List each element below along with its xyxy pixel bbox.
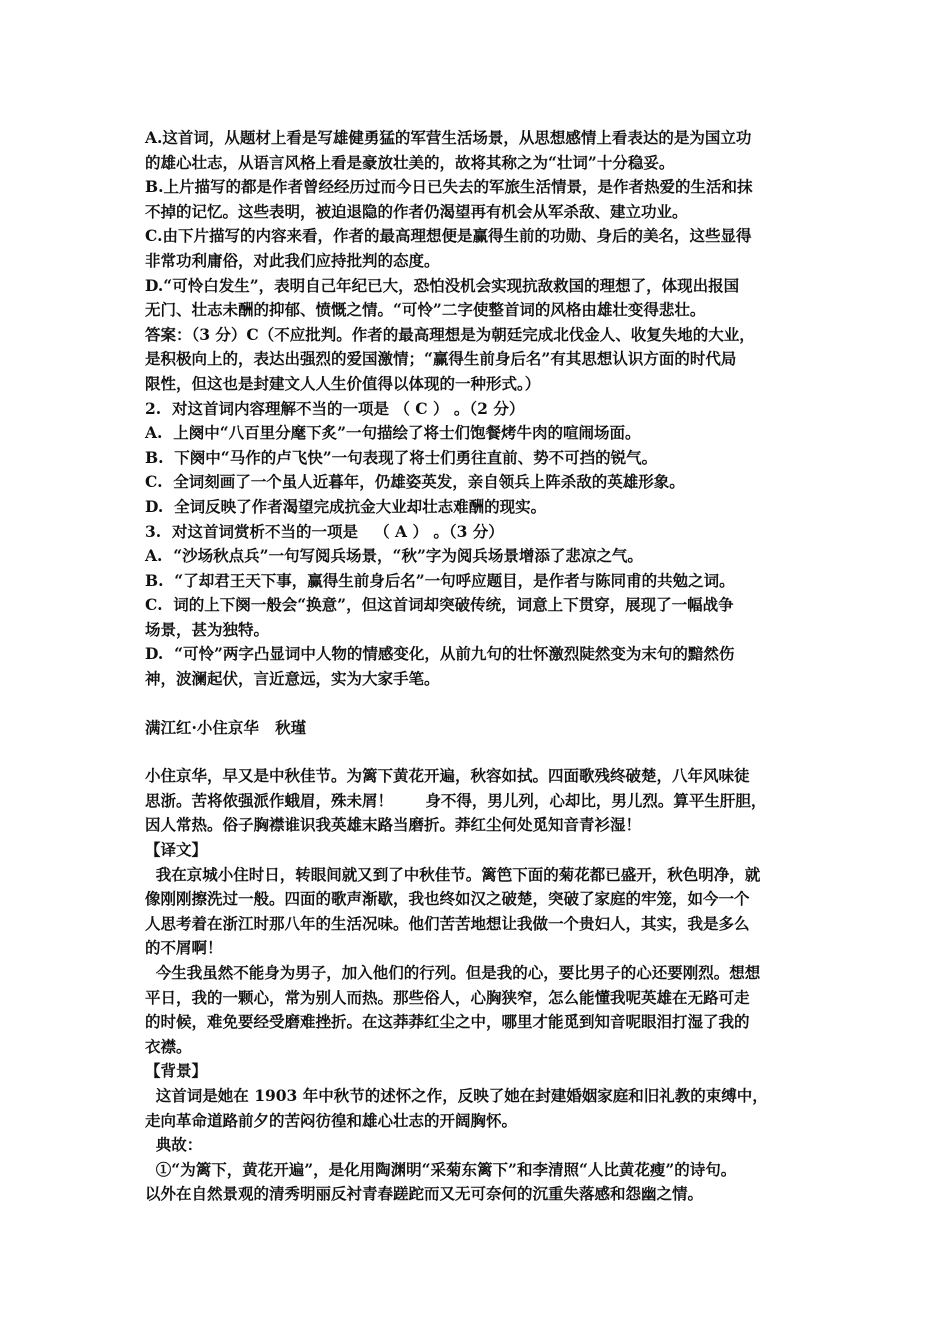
text-line: 的雄心壮志，从语言风格上看是豪放壮美的，故将其称之为“壮词”十分稳妥。 — [145, 152, 675, 172]
text-line: 是积极向上的，表达出强烈的爱国激情；“赢得生前身后名”有其思想认识方面的时代局 — [145, 349, 737, 369]
text-line: 的时候，难免要经受磨难挫折。在这莽莽红尘之中，哪里才能觅到知音呢眼泪打湿了我的 — [145, 1012, 750, 1032]
text-line: C. 词的上下阕一般会“换意”，但这首词却突破传统，词意上下贯穿，展现了一幅战争 — [145, 595, 734, 615]
poem-section — [145, 764, 835, 1207]
text-line: 限性，但这也是封建文人人生价值得以体现的一种形式。） — [145, 373, 541, 393]
text-line: 像刚刚擦洗过一般。四面的歌声渐歇，我也终如汉之破楚，突破了家庭的牢笼，如今一个 — [145, 889, 750, 909]
text-line: ①“为篱下，黄花开遍”，是化用陶渊明“采菊东篱下”和李清照“人比黄花瘦”的诗句。 — [145, 1159, 737, 1179]
text-line: 思浙。苦将侬强派作蛾眉，殊未屑！ 身不得，男儿列，心却比，男儿烈。算平生肝胆， — [145, 790, 767, 810]
text-line: A. “沙场秋点兵”一句写阅兵场景，“秋”字为阅兵场景增添了悲凉之气。 — [145, 546, 643, 566]
text-line: 答案：（3 分）C（不应批判。作者的最高理想是为朝廷完成北伐金人、收复失地的大业， — [145, 324, 755, 344]
text-line: 3. 对这首词赏析不当的一项是 （ A ） 。（3 分） — [145, 521, 504, 541]
text-line: 人思考着在浙江时那八年的生活况味。他们苦苦地想让我做一个贵妇人，其实，我是多么 — [145, 913, 750, 933]
poem-title: 满江红·小住京华 秋瑾 — [145, 717, 307, 737]
text-line: A. 上阕中“八百里分麾下炙”一句描绘了将士们饱餐烤牛肉的喧闹场面。 — [145, 423, 641, 443]
text-line: 我在京城小住时日，转眼间就又到了中秋佳节。篱笆下面的菊花都已盛开，秋色明净，就 — [145, 864, 761, 884]
text-line: 小住京华，早又是中秋佳节。为篱下黄花开遍，秋容如拭。四面歌残终破楚，八年风味徒 — [145, 766, 750, 786]
text-line: B.上片描写的都是作者曾经经历过而今日已失去的军旅生活情景，是作者热爱的生活和抹 — [145, 177, 753, 197]
question-section — [145, 126, 835, 692]
text-line: 平日，我的一颗心，常为别人而热。那些俗人，心胸狭窄，怎么能懂我呢英雄在无路可走 — [145, 987, 750, 1007]
text-line: D. 全词反映了作者渴望完成抗金大业却壮志难酬的现实。 — [145, 496, 547, 516]
text-line: 这首词是她在 1903 年中秋节的述怀之作，反映了她在封建婚姻家庭和旧礼教的束缚中， — [145, 1085, 768, 1105]
text-line: D. “可怜”两字凸显词中人物的情感变化，从前九句的壮怀激烈陡然变为末句的黯然伤 — [145, 644, 735, 664]
text-line: B. 下阕中“马作的卢飞快”一句表现了将士们勇往直前、势不可挡的锐气。 — [145, 447, 658, 467]
text-line: A.这首词，从题材上看是写雄健勇猛的军营生活场景，从思想感情上看表达的是为国立功 — [145, 128, 752, 147]
text-line: 非常功利庸俗，对此我们应持批判的态度。 — [145, 250, 440, 270]
text-line: 场景，甚为独特。 — [145, 619, 270, 639]
text-line: 的不屑啊！ — [145, 938, 223, 958]
text-line: 2. 对这首词内容理解不当的一项是 （ C ） 。（2 分） — [145, 398, 525, 418]
text-line: 典故： — [145, 1135, 203, 1155]
text-line: 走向革命道路前夕的苦闷彷徨和雄心壮志的开阔胸怀。 — [145, 1110, 518, 1130]
text-line: 今生我虽然不能身为男子，加入他们的行列。但是我的心，要比男子的心还要刚烈。想想 — [145, 963, 761, 982]
text-line: 衣襟。 — [145, 1036, 192, 1056]
text-line: 神，波澜起伏，言近意远，实为大家手笔。 — [145, 669, 440, 689]
text-line: 【译文】 — [145, 840, 208, 860]
text-line: 【背景】 — [145, 1061, 208, 1081]
document-page — [145, 126, 835, 1207]
text-line: 以外在自然景观的清秀明丽反衬青春蹉跎而又无可奈何的沉重失落感和怨幽之情。 — [145, 1184, 704, 1204]
text-line: C. 全词刻画了一个虽人近暮年，仍雄姿英发，亲自领兵上阵杀敌的英雄形象。 — [145, 472, 685, 492]
text-line: B. “了却君王天下事，赢得生前身后名”一句呼应题目，是作者与陈同甫的共勉之词。 — [145, 570, 735, 590]
text-line: 因人常热。俗子胸襟谁识我英雄末路当磨折。莽红尘何处觅知音青衫湿！ — [145, 815, 642, 835]
text-line: C.由下片描写的内容来看，作者的最高理想便是赢得生前的功勋、身后的美名，这些显得 — [145, 226, 752, 246]
text-line: 无门、壮志未酬的抑郁、愤慨之情。“可怜”二字使整首词的风格由雄壮变得悲壮。 — [145, 300, 706, 320]
text-line: 不掉的记忆。这些表明，被迫退隐的作者仍渴望再有机会从军杀敌、建立功业。 — [145, 201, 688, 221]
text-line: D.“可怜白发生”，表明自己年纪已大，恐怕没机会实现抗敌救国的理想了，体现出报国 — [145, 275, 740, 295]
